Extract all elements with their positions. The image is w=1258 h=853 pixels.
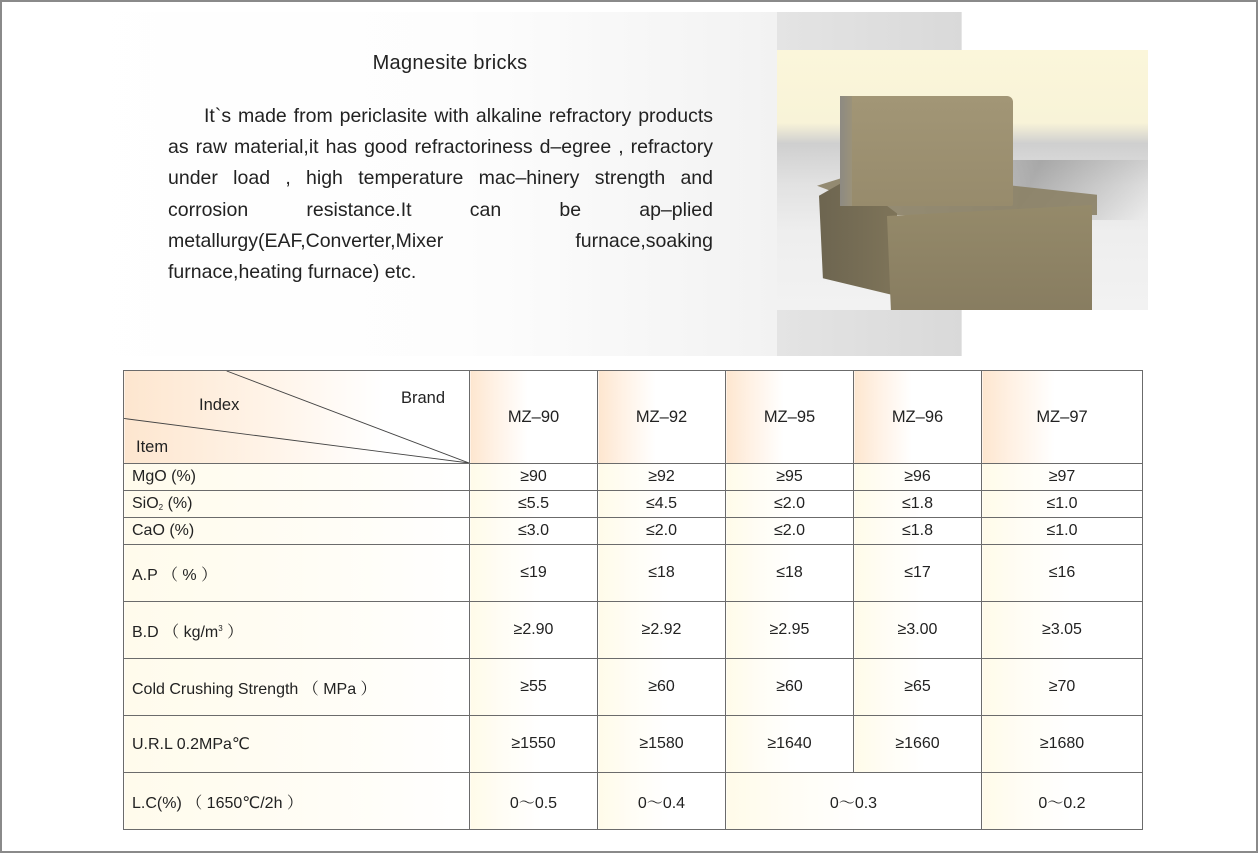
- cell-value: ≤16: [982, 545, 1143, 602]
- row-label: CaO (%): [124, 518, 470, 545]
- cell-value: ≤5.5: [470, 491, 598, 518]
- cell-value-merged: 0～0.3: [726, 773, 982, 830]
- cell-value: ≥95: [726, 464, 854, 491]
- description-text: It`s made from periclasite with alkaline refractory products as raw material,it has good refractoriness d–egree , refractory under load , high temperature mac–hinery strength and corrosion resistance.It can be ap–plied metallurgy(EAF,Converter,Mixer furnace,soaking furnace,heating furnace) etc.: [168, 105, 713, 284]
- cell-value: ≥2.95: [726, 602, 854, 659]
- cell-value: ≥60: [726, 659, 854, 716]
- row-label: MgO (%): [124, 464, 470, 491]
- product-photo: [777, 50, 1148, 310]
- table-row-lc: [124, 773, 1143, 830]
- cell-value: ≤1.8: [854, 518, 982, 545]
- cell-value: ≥1680: [982, 716, 1143, 773]
- cell-value: ≥3.05: [982, 602, 1143, 659]
- row-label-superscript: 3: [218, 623, 223, 633]
- row-label: [124, 491, 470, 518]
- brand-header: MZ–96: [854, 371, 982, 464]
- row-label: L.C(%) （ 1650℃/2h ）: [124, 773, 470, 830]
- row-label: Cold Crushing Strength （ MPa ）: [124, 659, 470, 716]
- photo-frame-band-bottom: [777, 310, 961, 356]
- cell-value: ≤4.5: [598, 491, 726, 518]
- cell-value: ≤3.0: [470, 518, 598, 545]
- table-row-ccs: [124, 659, 1143, 716]
- cell-value: ≤18: [726, 545, 854, 602]
- cell-value: ≥2.92: [598, 602, 726, 659]
- photo-frame-band-top: [777, 12, 961, 50]
- cell-value: ≥97: [982, 464, 1143, 491]
- row-label-main: SiO: [132, 495, 159, 512]
- row-label-main: B.D （ kg/m: [132, 623, 219, 641]
- cell-value: ≥65: [854, 659, 982, 716]
- cell-value: ≥96: [854, 464, 982, 491]
- cell-value: ≥1580: [598, 716, 726, 773]
- cell-value: ≤2.0: [726, 518, 854, 545]
- corner-brand-label: Brand: [400, 389, 445, 407]
- cell-value: ≥1550: [470, 716, 598, 773]
- cell-value: ≥70: [982, 659, 1143, 716]
- table-row-bd: [124, 602, 1143, 659]
- cell-value: ≥1640: [726, 716, 854, 773]
- cell-value: ≥3.00: [854, 602, 982, 659]
- brand-header: MZ–90: [470, 371, 598, 464]
- corner-item-label: Item: [136, 438, 169, 456]
- row-label: U.R.L 0.2MPa℃: [124, 716, 470, 773]
- corner-diagonals: [124, 371, 469, 463]
- table-row-url: [124, 716, 1143, 773]
- row-label-rest: ）: [222, 623, 244, 641]
- cell-value: ≥1660: [854, 716, 982, 773]
- brand-header: MZ–92: [598, 371, 726, 464]
- table-row-mgo: [124, 464, 1143, 491]
- diagonal-line-top: [227, 371, 469, 463]
- cell-value: ≥2.90: [470, 602, 598, 659]
- product-title: Magnesite bricks: [372, 52, 528, 74]
- cell-value: ≤2.0: [726, 491, 854, 518]
- cell-value: ≤2.0: [598, 518, 726, 545]
- cell-value: 0～0.2: [982, 773, 1143, 830]
- cell-value: ≤19: [470, 545, 598, 602]
- corner-header-cell: [124, 371, 470, 464]
- row-label-rest: (%): [163, 495, 193, 512]
- cell-value: ≤1.0: [982, 518, 1143, 545]
- brick-top-edge: [840, 96, 852, 206]
- spec-table: [123, 370, 1143, 830]
- diagonal-line-bottom: [124, 418, 469, 463]
- cell-value: ≤1.8: [854, 491, 982, 518]
- table-row-sio2: [124, 491, 1143, 518]
- cell-value: ≤17: [854, 545, 982, 602]
- brand-header: MZ–97: [982, 371, 1143, 464]
- table-header-row: [124, 371, 1143, 464]
- brick-top: [840, 96, 1013, 206]
- corner-index-label: Index: [199, 396, 240, 414]
- brick-bottom-front-face: [887, 205, 1092, 310]
- cell-value: 0～0.4: [598, 773, 726, 830]
- cell-value: 0～0.5: [470, 773, 598, 830]
- cell-value: ≥90: [470, 464, 598, 491]
- row-label: A.P （ % ）: [124, 545, 470, 602]
- cell-value: ≤18: [598, 545, 726, 602]
- brand-header: MZ–95: [726, 371, 854, 464]
- cell-value: ≥55: [470, 659, 598, 716]
- product-description: [168, 101, 713, 288]
- table-row-ap: [124, 545, 1143, 602]
- cell-value: ≥60: [598, 659, 726, 716]
- row-label-subscript: 2: [158, 503, 164, 512]
- cell-value: ≤1.0: [982, 491, 1143, 518]
- table-row-cao: [124, 518, 1143, 545]
- cell-value: ≥92: [598, 464, 726, 491]
- row-label: [124, 602, 470, 659]
